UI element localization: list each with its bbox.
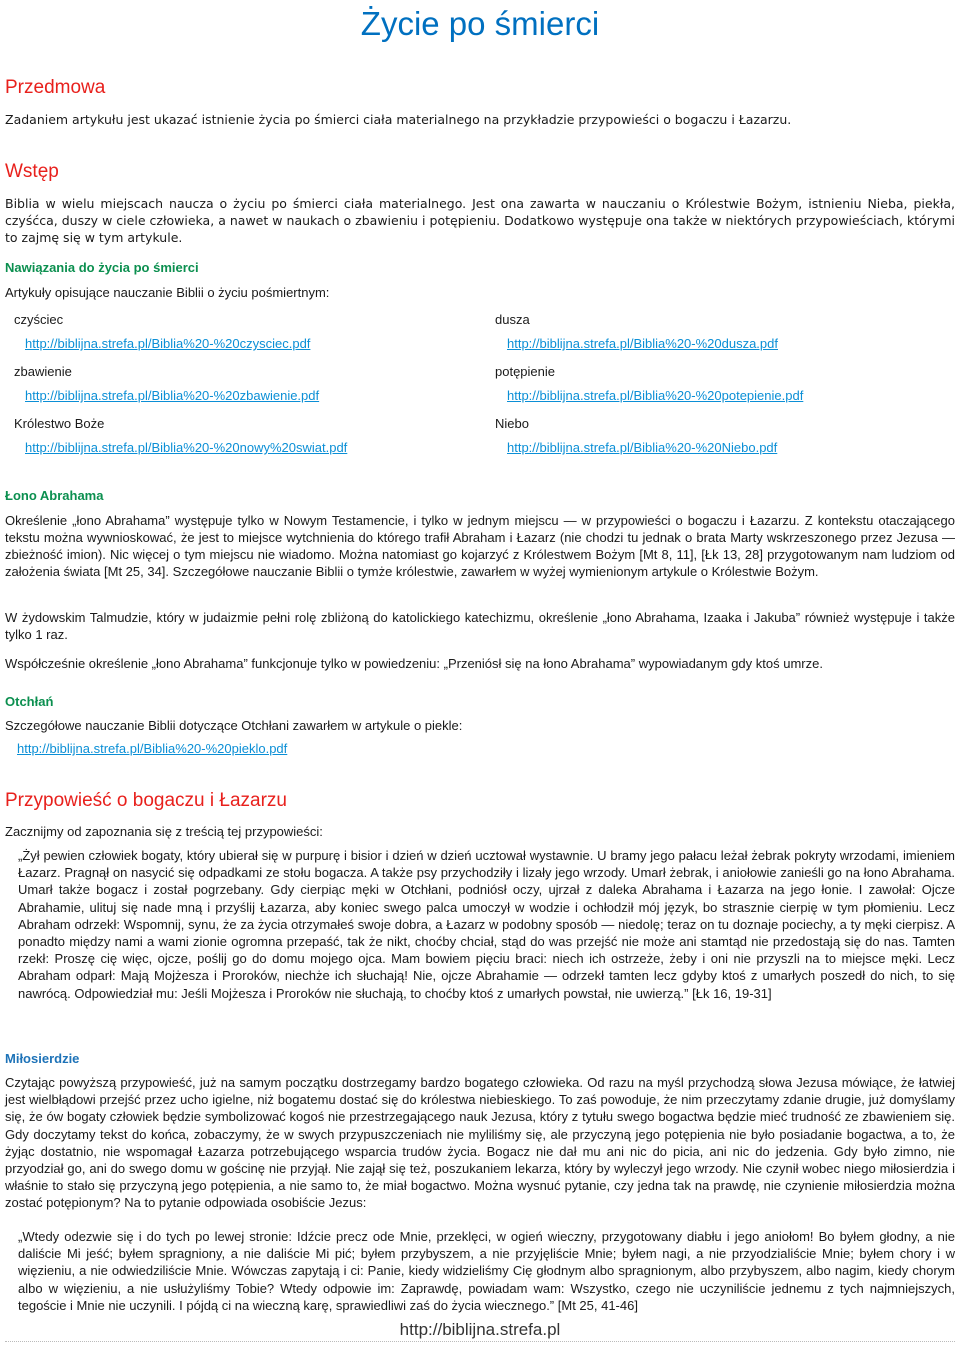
heading-milosierdzie: Miłosierdzie	[5, 1051, 80, 1066]
przedmowa-text: Zadaniem artykułu jest ukazać istnienie życia po śmierci ciała materialnego na przykładzie przypowieści o bogaczu i Łazarzu.	[5, 112, 792, 127]
article-label-zbawienie: zbawienie	[14, 364, 72, 379]
footer-divider	[5, 1341, 955, 1342]
milosierdzie-quote: „Wtedy odezwie się i do tych po lewej stronie: Idźcie precz ode Mnie, przeklęci, w ogień wieczny, przygotowany diabłu i jego aniołom! Bo byłem głodny, a nie daliście Mi jeść; byłem spragniony, a nie daliście Mi pić; byłem przybyszem, a nie przyjęliście Mnie; byłem nagi, a nie przyodzialiście Mnie; byłem chory i w więzieniu, a nie odwiedziliście Mnie. Wówczas zapytają i ci: Panie, kiedy widzieliśmy Cię głodnym albo spragnionym, albo przybyszem, albo nagim, kiedy chorym albo w więzieniu, a nie usłużyliśmy Tobie? Wtedy odpowie im: Zaprawdę, powiadam wam: Wszystko, czego nie uczyniliście jednemu z tych najmniejszych, tegoście i Mnie nie uczynili. I pójdą ci na wieczną karę, sprawiedliwi zaś do życia wiecznego.” [Mt 25, 41-46]	[18, 1229, 955, 1313]
otchlan-text: Szczegółowe nauczanie Biblii dotyczące Otchłani zawarłem w artykule o piekle:	[5, 718, 463, 733]
article-label-dusza: dusza	[495, 312, 530, 327]
heading-przypowiesc: Przypowieść o bogaczu i Łazarzu	[5, 790, 287, 811]
heading-lono: Łono Abrahama	[5, 488, 104, 503]
otchlan-link[interactable]: http://biblijna.strefa.pl/Biblia%20-%20pieklo.pdf	[17, 741, 288, 756]
page-title: Życie po śmierci	[360, 5, 600, 42]
article-label-potepienie: potępienie	[495, 364, 555, 379]
article-link-czysciec[interactable]: http://biblijna.strefa.pl/Biblia%20-%20czysciec.pdf	[25, 336, 311, 351]
article-label-niebo: Niebo	[495, 416, 529, 431]
przypowiesc-intro: Zacznijmy od zapoznania się z treścią tej przypowieści:	[5, 824, 323, 839]
heading-nawiazania: Nawiązania do życia po śmierci	[5, 260, 199, 275]
article-label-czysciec: czyściec	[14, 312, 64, 327]
article-link-niebo[interactable]: http://biblijna.strefa.pl/Biblia%20-%20Niebo.pdf	[507, 440, 778, 455]
article-link-dusza[interactable]: http://biblijna.strefa.pl/Biblia%20-%20dusza.pdf	[507, 336, 778, 351]
lono-paragraph-2: W żydowskim Talmudzie, który w judaizmie pełni rolę zbliżoną do katolickiego katechizmu, określenie „łono Abrahama, Izaaka i Jakuba” również występuje i także tylko 1 raz.	[5, 610, 955, 642]
lono-paragraph-1: Określenie „łono Abrahama” występuje tylko w Nowym Testamencie, i tylko w jednym miejscu — w przypowieści o bogaczu i Łazarzu. Z kontekstu otaczającego tekstu można wywnioskować, że jest to miejsce wytchnienia do którego trafił Abraham i Łazarz (nie chodzi tu jednak o brata Marty wskrzeszonego przez Jezusa — zbieżność imion). Nic więcej o tym miejscu nie wiadomo. Można natomiast go kojarzyć z Królestwem Bożym [Mt 8, 11], [Łk 13, 28] przygotowanym nam ludziom od założenia świata [Mt 25, 34]. Szczegółowe nauczanie Biblii o tymże królestwie, zawarłem w wyżej wymienionym artykule o Królestwie Bożym.	[5, 513, 955, 579]
article-link-zbawienie[interactable]: http://biblijna.strefa.pl/Biblia%20-%20zbawienie.pdf	[25, 388, 320, 403]
wstep-text: Biblia w wielu miejscach naucza o życiu po śmierci ciała materialnego. Jest ona zawarta w nauczaniu o Królestwie Bożym, istnieniu Nieba, piekła, czyśćca, duszy w ciele człowieka, a nawet w naukach o zbawieniu i potępieniu. Dodatkowo występuje ona także w niektórych przypowieściach, którymi to zajmę się w tym artykule.	[5, 196, 955, 245]
heading-otchlan: Otchłań	[5, 694, 54, 709]
heading-przedmowa: Przedmowa	[5, 77, 106, 98]
article-link-krolestwo[interactable]: http://biblijna.strefa.pl/Biblia%20-%20nowy%20swiat.pdf	[25, 440, 348, 455]
article-label-krolestwo: Królestwo Boże	[14, 416, 105, 431]
nawiazania-intro: Artykuły opisujące nauczanie Biblii o życiu pośmiertnym:	[5, 285, 330, 300]
milosierdzie-text: Czytając powyższą przypowieść, już na samym początku dostrzegamy bardzo bogatego człowieka. Od razu na myśl przychodzą słowa Jezusa mówiące, że łatwiej jest wielbłądowi przejść przez ucho igielne, niż bogatemu dostać się do królestwa niebieskiego. To zaś powoduje, że nim przeczytamy zdanie drugie, już domyślamy się, że ów bogaty człowiek będzie symbolizować kogoś nie przestrzegającego nauk Jezusa, który z tytułu swego bogactwa będzie mieć trudność ze zbawieniem się. Gdy doczytamy tekst do końca, zobaczymy, że w swych przypuszczeniach nie myliliśmy się, ale przyczyną jego potępienia nie było posiadanie bogactwa, a to, że żyjąc dostatnio, nie wspomagał Łazarza potrzebującego wsparcia trudów życia. Bogacz nie dał mu ani nic do picia, ani nic do jedzenia. Gdy było zimno, nie przyodział go, ani do swego domu w gościnę nie przyjął. Nie zajął się też, poszukaniem lekarza, który by wyleczył jego wrzody. Nie czynił wobec niego miłosierdzia i właśnie to stało się przyczyną jego potępienia, a nie samo to, że miał bogactwo. Można wysnuć pytanie, czy jedna tak na prawdę, nie czynienie miłosierdzia można zostać potępionym? Na to pytanie odpowiada osobiście Jezus:	[5, 1075, 955, 1211]
przypowiesc-quote: „Żył pewien człowiek bogaty, który ubierał się w purpurę i bisior i dzień w dzień ucztował wystawnie. U bramy jego pałacu leżał żebrak pokryty wrzodami, imieniem Łazarz. Pragnął on nasycić się odpadkami ze stołu bogacza. A także psy przychodziły i lizały jego wrzody. Umarł żebrak, i aniołowie zanieśli go na łono Abrahama. Umarł także bogacz i został pogrzebany. Gdy cierpiąc męki w Otchłani, podniósł oczy, ujrzał z daleka Abrahama i Łazarza na jego łonie. I zawołał: Ojcze Abrahamie, ulituj się nade mną i przyślij Łazarza, aby koniec swego palca umoczył w wodzie i ochłodził mój język, bo strasznie cierpię w tym płomieniu. Lecz Abraham odrzekł: Wspomnij, synu, że za życia otrzymałeś swoje dobra, a Łazarz w podobny sposób — niedolę; teraz on tu doznaje pociechy, a ty męki cierpisz. A ponadto między nami a wami zionie ogromna przepaść, tak że nikt, choćby chciał, stąd do was przejść nie może ani stamtąd nie przedostają się do nas. Tamten rzekł: Proszę cię więc, ojcze, poślij go do domu mojego ojca. Mam bowiem pięciu braci: niech ich ostrzeże, żeby i oni nie przyszli na to miejsce męki. Lecz Abraham odparł: Mają Mojżesza i Proroków, niechże ich słuchają! Nie, ojcze Abrahamie — odrzekł tamten lecz gdyby ktoś z umarłych poszedł do nich, to się nawrócą. Odpowiedział mu: Jeśli Mojżesza i Proroków nie słuchają, to choćby ktoś z umarłych powstał, nie uwierzą.” [Łk 16, 19-31]	[18, 848, 955, 1001]
lono-paragraph-3: Współcześnie określenie „łono Abrahama” funkcjonuje tylko w powiedzeniu: „Przeniósł się na łono Abrahama” wypowiadanym gdy ktoś umrze.	[5, 656, 823, 671]
article-link-potepienie[interactable]: http://biblijna.strefa.pl/Biblia%20-%20potepienie.pdf	[507, 388, 804, 403]
heading-wstep: Wstęp	[5, 161, 59, 182]
footer-url: http://biblijna.strefa.pl	[399, 1320, 561, 1339]
